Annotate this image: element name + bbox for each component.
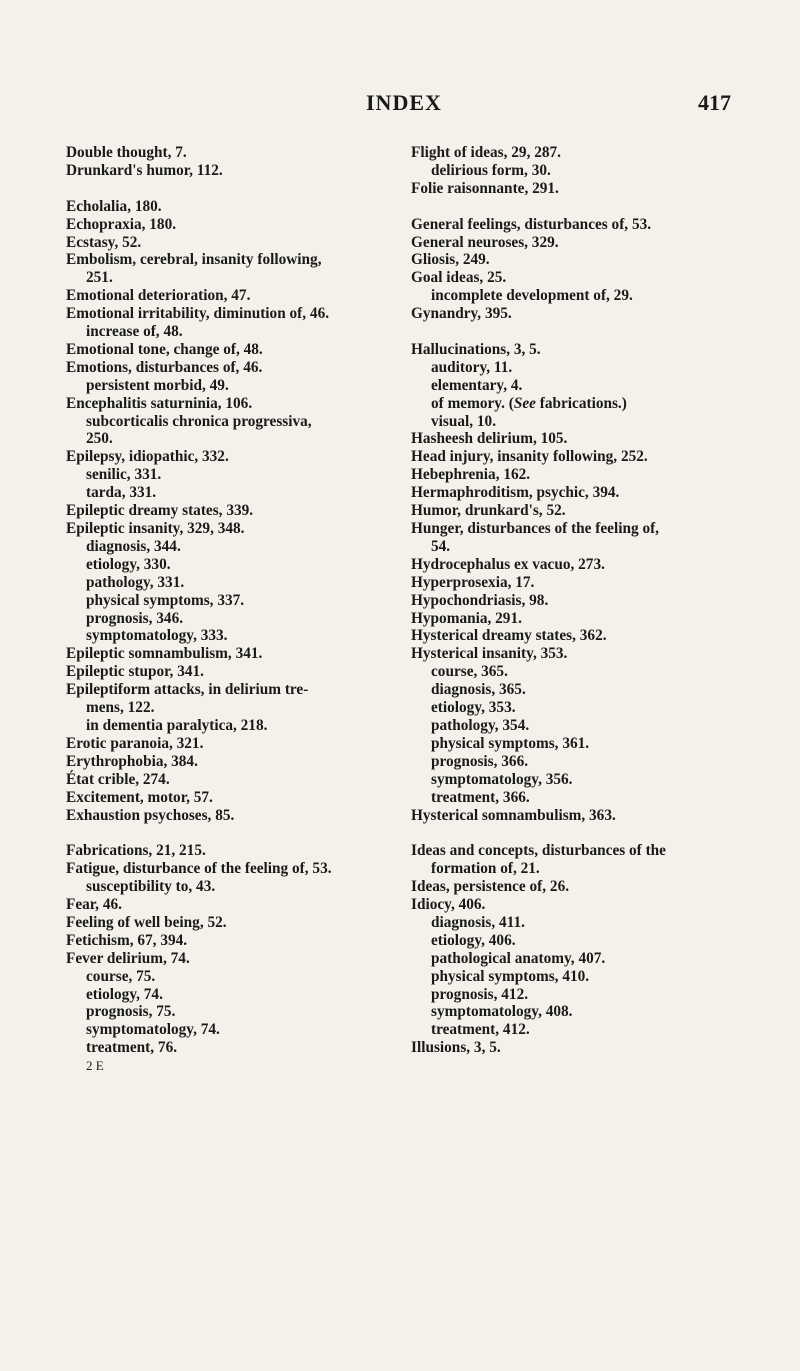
index-entry: pathological anatomy, 407. (431, 949, 606, 967)
index-entry: Hypomania, 291. (411, 609, 522, 627)
index-entry: prognosis, 75. (86, 1003, 176, 1021)
index-entry: Embolism, cerebral, insanity following, (66, 251, 322, 269)
index-entry: Hydrocephalus ex vacuo, 273. (411, 555, 605, 573)
index-entry: treatment, 366. (431, 788, 530, 806)
index-entry: Idiocy, 406. (411, 896, 486, 914)
index-entry: etiology, 353. (431, 699, 516, 717)
index-entry: incomplete development of, 29. (431, 287, 633, 305)
index-entry: Epileptic insanity, 329, 348. (66, 520, 245, 538)
index-entry: Echopraxia, 180. (66, 215, 177, 233)
index-entry: symptomatology, 333. (86, 627, 228, 645)
index-entry: Fetichism, 67, 394. (66, 931, 188, 949)
index-entry: Emotional irritability, diminution of, 46. (66, 305, 330, 323)
page-number: 417 (698, 90, 731, 115)
index-entry: Hasheesh delirium, 105. (411, 430, 568, 448)
index-entry: Double thought, 7. (66, 144, 187, 161)
index-entry: Ideas, persistence of, 26. (411, 878, 570, 896)
index-entry: etiology, 330. (86, 555, 171, 573)
index-entry: Epileptiform attacks, in delirium tre- (66, 681, 309, 699)
index-entry: Emotional tone, change of, 48. (66, 340, 263, 358)
index-entry: Head injury, insanity following, 252. (411, 448, 648, 466)
index-entry: persistent morbid, 49. (86, 376, 229, 394)
index-entry: Folie raisonnante, 291. (411, 179, 559, 197)
index-entry: Hysterical somnambulism, 363. (411, 806, 616, 824)
index-entry: tarda, 331. (86, 484, 157, 502)
index-entry: susceptibility to, 43. (86, 878, 216, 896)
index-entry: Gliosis, 249. (411, 251, 490, 269)
index-entry: Fabrications, 21, 215. (66, 842, 206, 860)
see-reference: See (513, 394, 536, 412)
index-entry: Hyperprosexia, 17. (411, 573, 535, 591)
index-entry: subcorticalis chronica progressiva, (86, 412, 312, 430)
index-entry: General neuroses, 329. (411, 233, 559, 251)
section-gap (66, 180, 396, 198)
index-entry: 251. (86, 269, 113, 287)
index-entry: 250. (86, 430, 113, 448)
index-entry: État crible, 274. (66, 770, 170, 788)
index-entry: course, 75. (86, 967, 156, 985)
index-entry: Fear, 46. (66, 896, 122, 914)
index-entry: Fever delirium, 74. (66, 949, 190, 967)
index-entry: auditory, 11. (431, 358, 513, 376)
index-entry: Illusions, 3, 5. (411, 1039, 501, 1057)
index-entry: Drunkard's humor, 112. (66, 161, 223, 179)
index-entry: Excitement, motor, 57. (66, 788, 213, 806)
index-entry: Epileptic somnambulism, 341. (66, 645, 263, 663)
index-entry: etiology, 74. (86, 985, 163, 1003)
index-entry: diagnosis, 411. (431, 913, 525, 931)
index-entry: 54. (431, 537, 451, 555)
index-entry: Fatigue, disturbance of the feeling of, 53. (66, 860, 332, 878)
page-header (0, 90, 800, 120)
index-entry: treatment, 412. (431, 1021, 530, 1039)
index-entry: mens, 122. (86, 699, 155, 717)
index-entry: etiology, 406. (431, 931, 516, 949)
index-entry: of memory. (See fabrications.) (431, 394, 627, 412)
index-entry: Goal ideas, 25. (411, 269, 507, 287)
index-entry: physical symptoms, 410. (431, 967, 590, 985)
section-gap (411, 323, 751, 341)
section-gap (411, 824, 751, 842)
index-entry: in dementia paralytica, 218. (86, 716, 268, 734)
index-entry: pathology, 354. (431, 716, 530, 734)
index-entry: senilic, 331. (86, 466, 162, 484)
index-entry: Flight of ideas, 29, 287. (411, 144, 561, 161)
index-entry: prognosis, 366. (431, 752, 529, 770)
index-entry: Hunger, disturbances of the feeling of, (411, 520, 660, 537)
index-entry: Epileptic stupor, 341. (66, 663, 204, 681)
index-entry: prognosis, 346. (86, 609, 184, 627)
index-entry: elementary, 4. (431, 376, 523, 394)
index-entry: General feelings, disturbances of, 53. (411, 215, 652, 233)
index-entry: Gynandry, 395. (411, 305, 512, 323)
index-entry: Erotic paranoia, 321. (66, 734, 204, 752)
section-gap (66, 824, 396, 842)
index-entry: symptomatology, 408. (431, 1003, 573, 1021)
index-column-left (66, 144, 396, 1075)
index-entry: Encephalitis saturninia, 106. (66, 394, 253, 412)
index-entry: Epileptic dreamy states, 339. (66, 502, 254, 520)
index-entry: diagnosis, 344. (86, 537, 181, 555)
index-entry: Hallucinations, 3, 5. (411, 340, 541, 358)
index-entry: Ideas and concepts, disturbances of the (411, 842, 666, 860)
index-entry: Epilepsy, idiopathic, 332. (66, 448, 229, 466)
page-title: INDEX (366, 90, 442, 115)
index-entry: pathology, 331. (86, 573, 185, 591)
index-entry: prognosis, 412. (431, 985, 529, 1003)
index-entry: Hypochondriasis, 98. (411, 591, 549, 609)
index-entry: visual, 10. (431, 412, 497, 430)
index-entry: Feeling of well being, 52. (66, 913, 227, 931)
index-entry: physical symptoms, 337. (86, 591, 245, 609)
index-entry: Hysterical dreamy states, 362. (411, 627, 607, 645)
index-entry: delirious form, 30. (431, 161, 551, 179)
index-entry: Humor, drunkard's, 52. (411, 502, 566, 520)
index-entry: increase of, 48. (86, 323, 183, 341)
index-entry: Emotional deterioration, 47. (66, 287, 251, 305)
index-entry: physical symptoms, 361. (431, 734, 590, 752)
index-entry: treatment, 76. (86, 1039, 178, 1057)
index-entry: formation of, 21. (431, 860, 540, 878)
index-entry: Hebephrenia, 162. (411, 466, 531, 484)
index-entry: symptomatology, 356. (431, 770, 573, 788)
index-entry: symptomatology, 74. (86, 1021, 220, 1039)
index-entry: diagnosis, 365. (431, 681, 526, 699)
index-entry: course, 365. (431, 663, 508, 681)
index-entry: Hysterical insanity, 353. (411, 645, 568, 663)
index-entry: Hermaphroditism, psychic, 394. (411, 484, 620, 502)
index-entry: Erythrophobia, 384. (66, 752, 198, 770)
index-entry: Emotions, disturbances of, 46. (66, 358, 263, 376)
index-entry: Exhaustion psychoses, 85. (66, 806, 235, 824)
index-entry: Echolalia, 180. (66, 197, 162, 215)
signature-mark: 2 E (86, 1058, 104, 1074)
section-gap (411, 198, 751, 216)
index-column-right (411, 144, 751, 1057)
index-entry: Ecstasy, 52. (66, 233, 142, 251)
